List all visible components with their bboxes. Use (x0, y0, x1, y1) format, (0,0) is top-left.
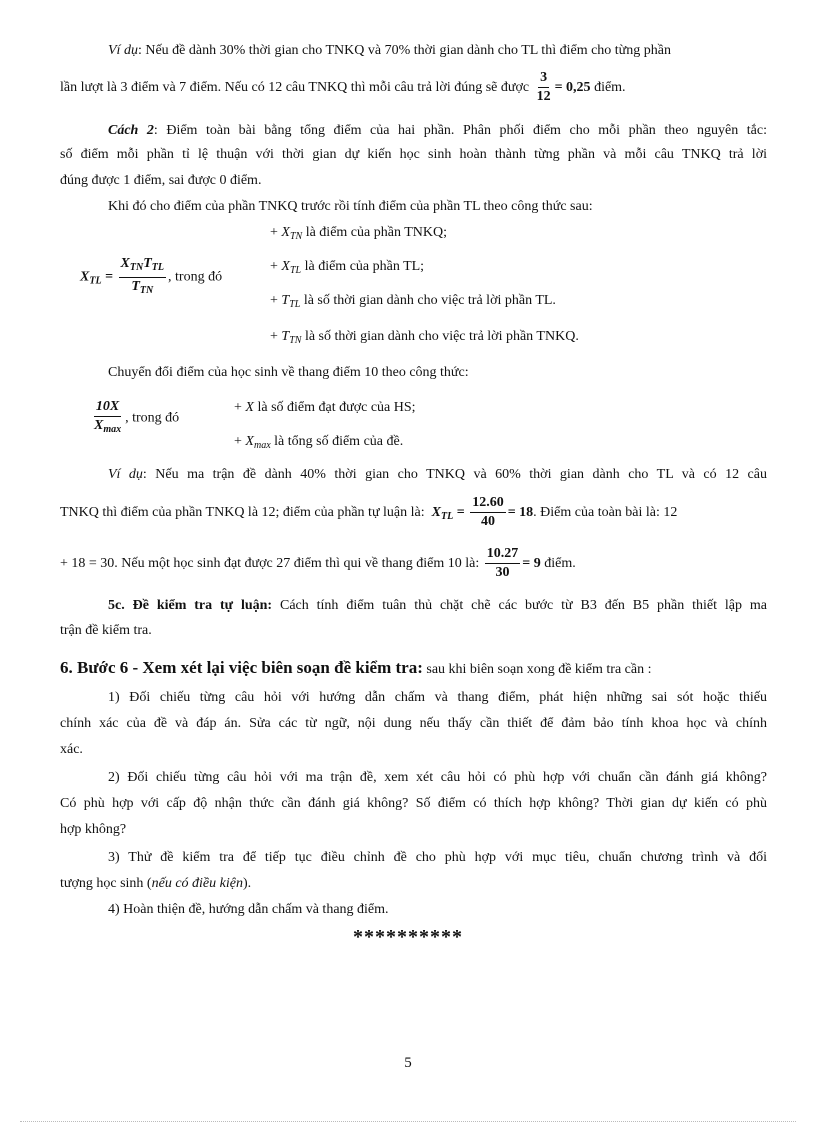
example1-line2-post: điểm. (594, 80, 626, 95)
step6-item4: 4) Hoàn thiện đề, hướng dẫn chấm và thang điểm. (108, 902, 389, 917)
page-bottom-divider (20, 1121, 796, 1122)
page-number: 5 (404, 1055, 412, 1071)
formula2-def-1 (234, 399, 416, 421)
example2-line3-post: điểm. (540, 556, 576, 571)
formula1-den: T (131, 279, 140, 294)
def-sub: max (253, 440, 271, 451)
step6-item1-l3: xác. (60, 742, 83, 757)
example2-line1-text: : Nếu ma trận đề dành 40% thời gian cho TNKQ và 60% thời gian dành cho TL và có 12 câu (142, 467, 767, 482)
def-pre: + (270, 293, 282, 308)
example2-line3 (60, 544, 576, 584)
example1-line2 (60, 68, 626, 108)
step6-heading: 6. Bước 6 - Xem xét lại việc biên soạn đề kiểm tra: (60, 658, 423, 677)
def-pre: + (270, 225, 282, 240)
formula1-def-3 (270, 292, 556, 314)
def-var: X (245, 434, 254, 449)
sec5c-line2: trận đề kiểm tra. (60, 623, 152, 638)
step6-item3-l1: 3) Thử đề kiểm tra để tiếp tục điều chỉnh đề cho phù hợp với mục tiêu, chuẩn chương trình và đối (108, 850, 767, 865)
formula2-tail: , trong đó (125, 410, 180, 426)
example1-line1 (108, 42, 671, 60)
step6-item3-l2 (60, 875, 251, 893)
formula1-num-t: T (143, 256, 152, 271)
example1-fraction (535, 69, 553, 106)
example1-frac-den: 12 (536, 89, 551, 105)
step6-item1-l1: 1) Đối chiếu từng câu hỏi với hướng dẫn chấm và thang điểm, phát hiện những sai sót hoặc thiếu (108, 690, 767, 705)
formula-intro: Khi đó cho điểm của phần TNKQ trước rồi tính điểm của phần TL theo công thức sau: (108, 199, 593, 214)
formula2-num: 10X (94, 398, 121, 417)
formula1-den-sub: TN (139, 285, 154, 296)
formula2-def-2 (234, 433, 403, 455)
def-sub: TN (289, 335, 302, 346)
separator-stars: ********** (353, 926, 463, 948)
def-var: X (245, 400, 254, 415)
formula2-den: X (94, 418, 104, 433)
formula1-num-x: X (120, 256, 130, 271)
def-text: là số thời gian dành cho việc trả lời phần TNKQ. (301, 329, 579, 344)
def-pre: + (270, 329, 282, 344)
def-var: T (281, 293, 290, 308)
def-pre: + (234, 400, 246, 415)
example1-label: Ví dụ (108, 43, 138, 58)
formula1-def-2 (270, 258, 424, 280)
def-text: là điểm của phần TNKQ; (302, 225, 447, 240)
example2-fraction2 (485, 545, 521, 582)
example2-frac-den: 40 (480, 514, 495, 530)
item3-italic: nếu có điều kiện (151, 876, 243, 891)
method2-line3: đúng được 1 điểm, sai được 0 điểm. (60, 173, 262, 188)
example2-label: Ví dụ (108, 467, 143, 482)
formula1-num-sub1: TN (129, 262, 144, 273)
example1-frac-num: 3 (538, 69, 549, 88)
formula1-lhs-sub: TL (89, 275, 102, 287)
def-sub: TL (289, 265, 302, 276)
example1-result: = 0,25 (554, 80, 591, 95)
example2-line2: TNKQ thì điểm của phần TNKQ là 12; điểm của phần tự luận là: $X_{TL}$ = $\frac{12.60}{40}$ = 18. Điểm của toàn bài là: 12 (60, 495, 678, 530)
method2-line1 (108, 122, 767, 140)
def-text: là điểm của phần TL; (301, 259, 425, 274)
def-pre: + (234, 434, 246, 449)
method2-line1-text: : Điểm toàn bài bằng tổng điểm của hai phần. Phân phối điểm cho mỗi phần theo nguyên tắc: (153, 123, 767, 138)
def-var: X (281, 259, 290, 274)
def-text: là tổng số điểm của đề. (270, 434, 404, 449)
sec5c-line1 (108, 597, 767, 615)
example2-line3-text: + 18 = 30. Nếu một học sinh đạt được 27 điểm thì qui về thang điểm 10 là: (60, 556, 480, 571)
def-sub: TN (289, 231, 303, 242)
formula1-fraction (119, 255, 166, 300)
step6-item2-l1: 2) Đối chiếu từng câu hỏi với ma trận đề, xem xét câu hỏi có phù hợp với chuẩn cần đánh giá không? (108, 770, 767, 785)
example2-lhs: X (431, 505, 441, 520)
def-pre: + (270, 259, 282, 274)
formula1-num-sub2: TL (151, 262, 165, 273)
step6-item2-l2: Có phù hợp với cấp độ nhận thức cần đánh giá không? Số điểm có thích hợp không? Thời gian dự kiến có phù (60, 796, 767, 811)
example1-line2-text: lần lượt là 3 điểm và 7 điểm. Nếu có 12 câu TNKQ thì mỗi câu trả lời đúng sẽ được (60, 80, 530, 95)
example2-line2-post: . Điểm của toàn bài là: 12 (533, 505, 678, 520)
example2-frac-num: 12.60 (470, 494, 506, 513)
sec5c-label: 5c. Đề kiểm tra tự luận: (108, 598, 273, 613)
item3-post: ). (242, 876, 252, 891)
example2-lhs-sub: TL (440, 511, 454, 522)
def-sub: TL (289, 299, 301, 310)
step6-item2-l3: hợp không? (60, 822, 127, 837)
formula2-den-sub: max (103, 424, 122, 435)
formula2-fraction (92, 398, 123, 439)
method2-label: Cách 2 (108, 123, 154, 138)
step6-heading-line (60, 659, 651, 679)
formula1: $X_{TL}$ = $\frac{X_{TN}T_{TL}}{T_{TN}}$ , trong đó (80, 255, 222, 300)
item3-pre: tượng học sinh ( (60, 876, 152, 891)
step6-heading-tail: sau khi biên soạn xong đề kiểm tra cần : (422, 662, 652, 677)
formula1-def-4 (270, 328, 579, 350)
def-var: X (281, 225, 290, 240)
formula1-def-1 (270, 224, 447, 246)
example2-result: = 18 (507, 505, 534, 520)
formula1-tail: , trong đó (168, 269, 223, 285)
formula1-lhs: X (80, 269, 90, 285)
sec5c-line1-text: Cách tính điểm tuân thủ chặt chẽ các bước từ B3 đến B5 phần thiết lập ma (272, 598, 768, 613)
example1-text: : Nếu đề dành 30% thời gian cho TNKQ và 70% thời gian dành cho TL thì điểm cho từng phần (137, 43, 671, 58)
def-var: T (281, 329, 290, 344)
def-text: là số thời gian dành cho việc trả lời phần TL. (300, 293, 556, 308)
example2-result2: = 9 (522, 556, 541, 571)
example2-frac2-den: 30 (495, 565, 510, 581)
def-text: là số điểm đạt được của HS; (253, 400, 416, 415)
formula2 (90, 398, 179, 439)
example2-frac2-num: 10.27 (485, 545, 521, 564)
example2-line1 (108, 466, 767, 484)
example2-line2-text: TNKQ thì điểm của phần TNKQ là 12; điểm của phần tự luận là: (60, 505, 425, 520)
convert-intro: Chuyển đổi điểm của học sinh về thang điểm 10 theo công thức: (108, 365, 469, 380)
step6-item1-l2: chính xác của đề và đáp án. Sửa các từ ngữ, nội dung nếu thấy cần thiết để đảm bảo tính khoa học và chính (60, 716, 767, 731)
example2-fraction (470, 494, 506, 531)
method2-line2: số điểm mỗi phần tỉ lệ thuận với thời gian dự kiến học sinh hoàn thành từng phần và mỗi câu TNKQ trả lời (60, 147, 767, 162)
